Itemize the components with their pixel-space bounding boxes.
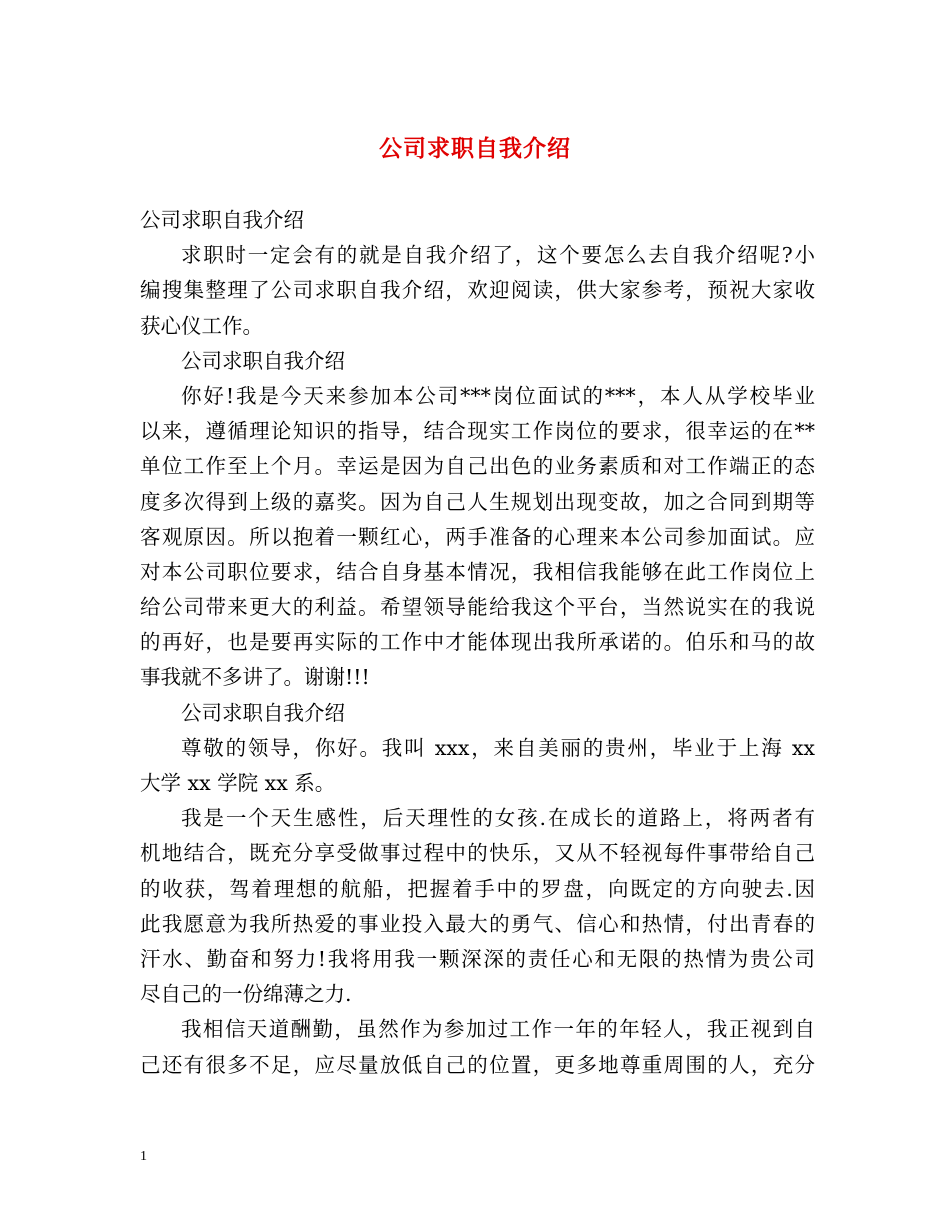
text-line: 获心仪工作。: [140, 313, 263, 338]
text-line: 度多次得到上级的嘉奖。因为自己人生规划出现变故，加之合同到期等: [140, 489, 815, 514]
document-title: 公司求职自我介绍: [379, 135, 571, 162]
text-line: 单位工作至上个月。幸运是因为自己出色的业务素质和对工作端正的态: [140, 454, 815, 479]
text-line: 客观原因。所以抱着一颗红心，两手准备的心理来本公司参加面试。应: [140, 524, 815, 549]
text-line: 汗水、勤奋和努力!我将用我一颗深深的责任心和无限的热情为贵公司: [140, 946, 815, 971]
text-line: 机地结合，既充分享受做事过程中的快乐，又从不轻视每件事带给自己: [140, 841, 815, 866]
text-line: 此我愿意为我所热爱的事业投入最大的勇气、信心和热情，付出青春的: [140, 911, 815, 936]
text-line: 大学 xx 学院 xx 系。: [140, 771, 336, 795]
text-line: 公司求职自我介绍: [181, 700, 345, 725]
text-line: 尊敬的领导，你好。我叫 xxx，来自美丽的贵州，毕业于上海 xx: [181, 735, 815, 760]
text-line: 我相信天道酬勤，虽然作为参加过工作一年的年轻人，我正视到自: [181, 1017, 815, 1042]
text-line: 给公司带来更大的利益。希望领导能给我这个平台，当然说实在的我说: [140, 595, 815, 620]
text-line: 求职时一定会有的就是自我介绍了，这个要怎么去自我介绍呢?小: [181, 243, 815, 268]
text-line: 我是一个天生感性，后天理性的女孩.在成长的道路上，将两者有: [181, 806, 815, 831]
text-line: 事我就不多讲了。谢谢!!!: [140, 665, 370, 690]
text-line: 的再好，也是要再实际的工作中才能体现出我所承诺的。伯乐和马的故: [140, 630, 815, 655]
text-line: 编搜集整理了公司求职自我介绍，欢迎阅读，供大家参考，预祝大家收: [140, 278, 815, 303]
text-line: 己还有很多不足，应尽量放低自己的位置，更多地尊重周围的人，充分: [140, 1052, 815, 1077]
text-line: 对本公司职位要求，结合自身基本情况，我相信我能够在此工作岗位上: [140, 559, 815, 584]
text-line: 尽自己的一份绵薄之力.: [140, 982, 352, 1007]
text-line: 你好!我是今天来参加本公司***岗位面试的***，本人从学校毕业: [181, 383, 815, 408]
text-line: 的收获，驾着理想的航船，把握着手中的罗盘，向既定的方向驶去.因: [140, 876, 815, 901]
document-body: [140, 203, 815, 1083]
text-line: 公司求职自我介绍: [140, 208, 304, 232]
text-line: 公司求职自我介绍: [181, 348, 345, 373]
page-number: 1: [140, 1149, 147, 1164]
text-line: 以来，遵循理论知识的指导，结合现实工作岗位的要求，很幸运的在**: [140, 419, 815, 444]
